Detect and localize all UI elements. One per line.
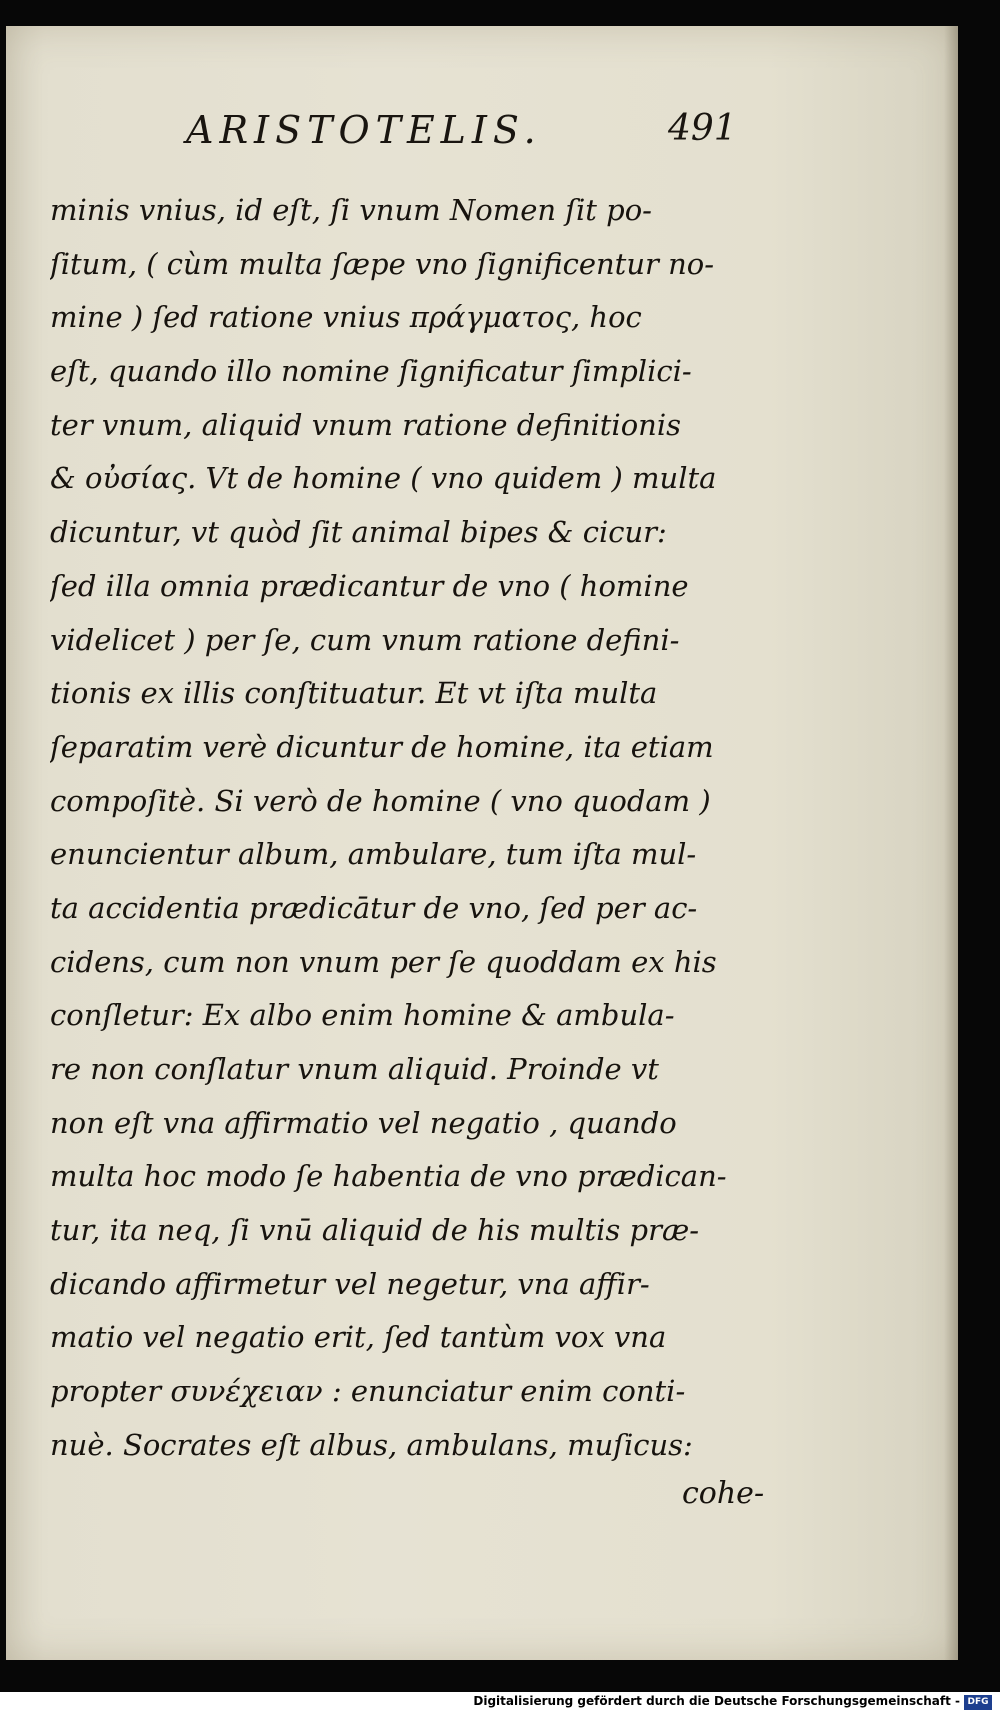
text-line: mine ) ſed ratione vnius πράγματος, hoc — [50, 300, 642, 335]
text-line: dicando affirmetur vel negetur, vna affir- — [50, 1266, 650, 1301]
text-line: & οὐσίας. Vt de homine ( vno quidem ) multa — [50, 461, 717, 496]
text-line: eſt, quando illo nomine ſignificatur ſimplici- — [50, 354, 692, 389]
text-line: cidens, cum non vnum per ſe quoddam ex his — [50, 944, 717, 979]
text-line: ta accidentia prædicātur de vno, ſed per ac- — [50, 890, 698, 925]
text-line: conſletur: Ex albo enim homine & ambula- — [50, 998, 675, 1033]
page-header — [6, 108, 958, 168]
text-line: tionis ex illis conſtituatur. Et vt iſta multa — [50, 676, 658, 711]
running-title: ARISTOTELIS. — [186, 108, 542, 152]
funding-credit: Digitalisierung gefördert durch die Deutsche Forschungsgemeinschaft - — [473, 1694, 960, 1708]
dfg-logo-icon: DFG — [964, 1695, 992, 1710]
text-line: enuncientur album, ambulare, tum iſta mul- — [50, 837, 697, 872]
catchword: cohe- — [682, 1476, 765, 1511]
text-line: re non conſlatur vnum aliquid. Proinde vt — [50, 1052, 659, 1086]
page-number: 491 — [668, 108, 737, 149]
text-line: non eſt vna affirmatio vel negatio , quando — [50, 1105, 677, 1140]
book-page — [6, 26, 958, 1660]
text-line: tur, ita neq, ſi vnū aliquid de his multis præ- — [50, 1213, 700, 1248]
text-line: ſed illa omnia prædicantur de vno ( homine — [50, 568, 689, 603]
text-line: ſeparatim verè dicuntur de homine, ita etiam — [50, 729, 714, 764]
text-line: nuè. Socrates eſt albus, ambulans, muſicus: — [50, 1427, 693, 1462]
text-line: videlicet ) per ſe, cum vnum ratione defini- — [50, 622, 680, 657]
text-line: ter vnum, aliquid vnum ratione definitionis — [50, 407, 682, 442]
text-line: multa hoc modo ſe habentia de vno prædican- — [50, 1159, 727, 1194]
text-line: propter συνέχειαν : enunciatur enim conti- — [50, 1374, 686, 1409]
text-line: compoſitè. Si verò de homine ( vno quodam ) — [50, 783, 711, 818]
text-line: dicuntur, vt quòd ſit animal bipes & cicur: — [50, 515, 667, 550]
text-line: matio vel negatio erit, ſed tantùm vox vna — [50, 1320, 667, 1355]
digitization-credit-bar — [0, 1692, 1000, 1714]
text-line: ſitum, ( cùm multa ſæpe vno ſignificentur no- — [50, 246, 715, 281]
text-line: minis vnius, id eſt, ſi vnum Nomen ſit po- — [50, 193, 652, 227]
body-text — [50, 184, 768, 1473]
